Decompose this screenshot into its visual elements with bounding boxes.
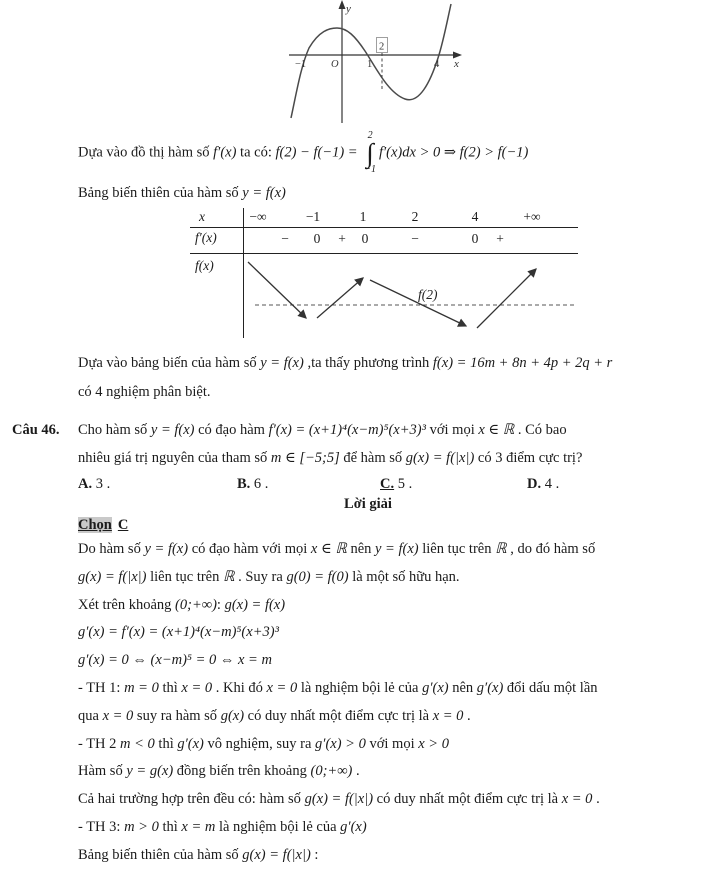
math-text: g(x) = f(x): [224, 596, 286, 613]
table-sign: 0: [471, 231, 479, 246]
plain-text: với mọi: [425, 422, 479, 438]
plain-text: . Có bao: [514, 422, 567, 438]
math-text: g(x) = f(|x|): [304, 791, 374, 808]
plain-text: vô nghiệm, suy ra: [203, 735, 316, 752]
plain-text: đổi dấu một lần: [503, 679, 598, 696]
intro-line-bbt: [78, 184, 286, 204]
arrow-down-icon: [248, 262, 306, 318]
f2-label: f(2): [418, 287, 438, 302]
plain-text: Dựa vào đồ thị hàm số: [78, 144, 214, 161]
after-table-line2: [78, 383, 210, 403]
math-text: y = f(x): [260, 355, 304, 371]
table-arrows: [243, 254, 578, 338]
plain-text: liên tục trên: [418, 541, 496, 557]
math-text: g(x) = f(|x|): [242, 846, 311, 863]
math-text: (0;+∞): [175, 596, 217, 613]
solution-line: [78, 564, 600, 592]
solution-heading: Lời giải: [344, 496, 392, 512]
math-text: g(x): [220, 707, 245, 724]
math-text: f(2) − f(−1) =: [275, 144, 362, 161]
math-text: ℝ: [223, 568, 235, 585]
answer-value: 5 .: [397, 476, 413, 492]
math-text: g(x) = f(|x|): [405, 450, 475, 466]
variation-table: [190, 208, 578, 338]
math-text: x = 0: [432, 707, 464, 724]
plain-text: .: [463, 707, 471, 724]
math-text: y = f(x): [375, 541, 419, 557]
question-line1: [78, 421, 567, 441]
solution-line: [78, 814, 600, 842]
after-table-line1: [78, 354, 612, 374]
table-x-value: −∞: [249, 209, 267, 224]
arrow-up-icon: [317, 278, 363, 318]
plain-text: Bảng biến thiên của hàm số: [78, 846, 243, 863]
table-x-value: 1: [359, 209, 367, 224]
y-axis-label: y: [346, 3, 351, 15]
answer-option-c: [380, 476, 412, 493]
math-text: y = f(x): [242, 185, 286, 201]
table-var-label: x: [199, 209, 205, 224]
plain-text: thì: [154, 735, 178, 752]
table-sign: 0: [361, 231, 369, 246]
plain-text: - TH 2: [78, 735, 121, 752]
plain-text: là nghiệm bội lẻ của: [297, 679, 423, 696]
solution-line: [78, 786, 600, 814]
plain-text: qua: [78, 707, 103, 724]
solution-line: [78, 703, 600, 731]
math-text: g′(x) > 0: [315, 735, 366, 752]
plain-text: suy ra hàm số: [133, 707, 221, 724]
math-text: y = f(x): [144, 541, 189, 557]
plain-text: là nghiệm bội lẻ của: [215, 818, 341, 835]
answer-value: 4 .: [544, 476, 560, 492]
plain-text: Do hàm số: [78, 541, 145, 557]
plain-text: có duy nhất một điểm cực trị là: [244, 707, 433, 724]
math-text: m ∈ [−5;5]: [270, 450, 340, 466]
tick-4-label: 4: [434, 59, 440, 70]
plain-text: có 4 nghiệm phân biệt.: [78, 384, 211, 400]
solution-line: [78, 675, 600, 703]
solution-line: [78, 592, 600, 620]
math-text: (0;+∞): [310, 763, 353, 780]
plain-text: - TH 3:: [78, 818, 125, 835]
plain-text: Cả hai trường hợp trên đều có: hàm số: [78, 791, 305, 808]
answer-option-b: [237, 476, 268, 493]
plain-text: , do đó hàm số: [506, 541, 596, 557]
table-sign: +: [338, 231, 346, 246]
answer-option-d: [527, 476, 559, 493]
plain-text: Dựa vào bảng biến của hàm số: [78, 355, 261, 371]
plain-text: - TH 1:: [78, 679, 125, 696]
y-axis-arrow-icon: [339, 0, 346, 9]
plain-text: :: [310, 846, 319, 863]
answer-option-a: [78, 476, 110, 493]
plain-text: nhiêu giá trị nguyên của tham số: [78, 450, 271, 466]
math-text: x = 0: [561, 791, 593, 808]
answer-letter: D.: [527, 476, 542, 492]
math-text: f(x) = 16m + 8n + 4p + 2q + r: [432, 355, 613, 371]
plain-text: có 3 điểm cực trị?: [474, 450, 583, 466]
answer-value: 6 .: [253, 476, 269, 492]
solution-line: [78, 842, 600, 870]
math-text: f′(x) = (x+1)⁴(x−m)⁵(x+3)³: [268, 422, 426, 438]
plain-text: có duy nhất một điểm cực trị là: [373, 791, 562, 808]
plain-text: là một số hữu hạn.: [348, 568, 460, 585]
table-x-value: 2: [411, 209, 419, 224]
math-text: f′(x): [213, 144, 237, 161]
plain-text: . Khi đó: [212, 679, 267, 696]
math-text: g(x) = f(|x|): [78, 568, 147, 585]
solution-line: [78, 536, 600, 564]
plain-text: Hàm số: [78, 763, 127, 780]
math-text: x = 0: [266, 679, 298, 696]
plain-text: nên: [448, 679, 477, 696]
plain-text: liên tục trên: [146, 568, 223, 585]
table-sign: 0: [313, 231, 321, 246]
plain-text: để hàm số: [339, 450, 406, 466]
tick-1-label: 1: [367, 59, 373, 70]
math-text: g(0) = f(0): [286, 568, 349, 585]
plain-text: :: [216, 596, 225, 613]
table-sign: −: [411, 231, 419, 246]
math-text: m > 0: [124, 818, 159, 835]
plain-text: có đạo hàm: [194, 422, 269, 438]
table-divider: [190, 227, 578, 228]
tick-2-label: 2: [379, 41, 385, 53]
chosen-letter: C: [117, 517, 129, 533]
math-text: g′(x) = f′(x) = (x+1)⁴(x−m)⁵(x+3)³: [78, 624, 279, 641]
math-text: x = m: [181, 818, 216, 835]
solution-line: [78, 647, 600, 675]
plain-text: .: [352, 763, 360, 780]
math-text: x = 0: [102, 707, 134, 724]
solution-line: [78, 758, 600, 786]
table-x-value: −1: [305, 209, 321, 224]
plain-text: có đạo hàm với mọi: [188, 541, 311, 557]
answer-letter: C.: [380, 476, 395, 492]
chosen-word: Chọn: [78, 517, 112, 533]
math-text: ℝ: [495, 541, 507, 557]
tick-minus1-label: −1: [295, 59, 307, 70]
answer-value: 3 .: [95, 476, 111, 492]
plain-text: Xét trên khoảng: [78, 596, 176, 613]
plain-text: Cho hàm số: [78, 422, 151, 438]
answer-letter: B.: [237, 476, 251, 492]
solution-line: [78, 619, 600, 647]
math-text: x ∈ ℝ: [478, 422, 515, 438]
math-text: g′(x) = 0 ⇔ (x−m)⁵ = 0 ⇔ x = m: [78, 652, 272, 669]
chosen-answer: [78, 517, 128, 534]
math-text: x ∈ ℝ: [310, 541, 347, 557]
math-text: x = 0: [181, 679, 213, 696]
table-sign: +: [496, 231, 504, 246]
math-text: g′(x): [177, 735, 204, 752]
integral-symbol: 2 ∫ −1: [364, 130, 376, 176]
plain-text: với mọi: [365, 735, 419, 752]
table-f-label: f(x): [195, 258, 214, 273]
table-x-value: 4: [471, 209, 479, 224]
plain-text: . Suy ra: [234, 568, 287, 585]
math-text: f′(x)dx > 0 ⇒ f(2) > f(−1): [378, 144, 529, 161]
math-text: m = 0: [124, 679, 159, 696]
plain-text: đồng biến trên khoảng: [173, 763, 311, 780]
plain-text: ,ta thấy phương trình: [303, 355, 433, 371]
math-text: y = g(x): [126, 763, 174, 780]
table-sign: −: [281, 231, 289, 246]
x-axis-label: x: [454, 58, 459, 70]
solution-line: [78, 731, 600, 759]
answer-letter: A.: [78, 476, 93, 492]
plain-text: Bảng biến thiên của hàm số: [78, 185, 243, 201]
solution-body: [78, 536, 600, 870]
plain-text: nên: [346, 541, 375, 557]
math-text: m < 0: [120, 735, 155, 752]
arrow-up-icon: [477, 269, 536, 328]
question-number: Câu 46.: [12, 422, 60, 438]
math-text: g′(x): [476, 679, 504, 696]
math-text: y = f(x): [150, 422, 195, 438]
plain-text: .: [592, 791, 600, 808]
table-fprime-label: f′(x): [195, 230, 217, 245]
plain-text: thì: [158, 818, 182, 835]
plain-text: thì: [158, 679, 182, 696]
fprime-graph: [283, 0, 468, 125]
plain-text: ta có:: [236, 144, 276, 161]
math-text: g′(x): [340, 818, 367, 835]
question-line2: [78, 449, 582, 469]
math-text: x > 0: [418, 735, 449, 752]
origin-label: O: [331, 59, 339, 70]
intro-line-integral: [78, 131, 528, 175]
table-x-value: +∞: [523, 209, 541, 224]
math-text: g′(x): [422, 679, 449, 696]
